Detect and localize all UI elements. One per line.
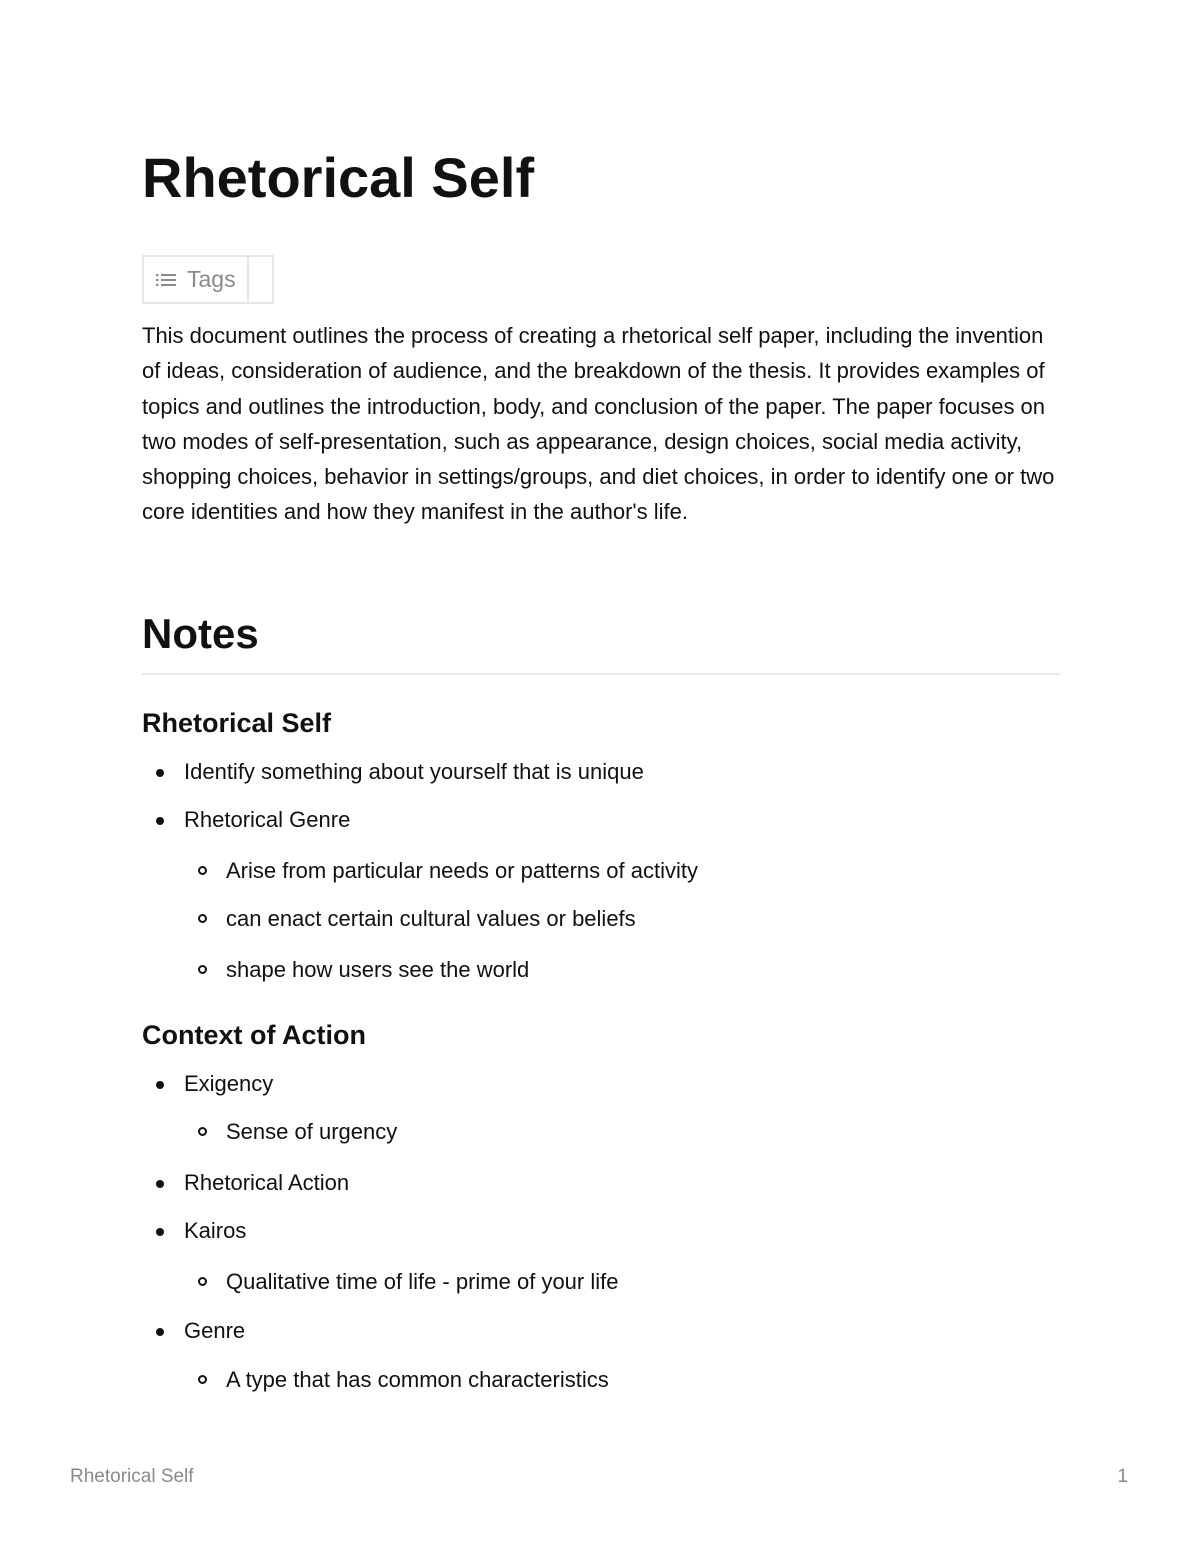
notes-heading: Notes [142, 610, 259, 657]
sub-list-item: Qualitative time of life - prime of your life [226, 1269, 619, 1294]
tags-property-label-cell[interactable] [144, 257, 249, 302]
bullet-disc [156, 1081, 164, 1089]
subheading-rhetorical-self: Rhetorical Self [142, 708, 332, 738]
list-item: Kairos [184, 1218, 247, 1243]
bullet-circle [198, 965, 207, 974]
section-divider [142, 673, 1060, 675]
bullet-circle [198, 914, 207, 923]
list-item: Rhetorical Action [184, 1170, 350, 1195]
list-item: Exigency [184, 1071, 274, 1096]
bullet-circle [198, 866, 207, 875]
sub-list-item: shape how users see the world [226, 957, 530, 982]
subheading-context-of-action: Context of Action [142, 1020, 366, 1050]
bullet-circle [198, 1375, 207, 1384]
tags-property[interactable] [142, 255, 274, 304]
list-icon [155, 272, 177, 288]
tags-value-cell[interactable] [249, 257, 272, 302]
list-item: Rhetorical Genre [184, 807, 351, 832]
bullet-circle [198, 1127, 207, 1136]
bullet-circle [198, 1277, 207, 1286]
list-item: Genre [184, 1318, 246, 1343]
bullet-disc [156, 817, 164, 825]
sub-list-item: Arise from particular needs or patterns of activity [226, 858, 698, 883]
page-title: Rhetorical Self [142, 146, 535, 209]
bullet-disc [156, 769, 164, 777]
footer-document-title: Rhetorical Self [70, 1466, 194, 1487]
footer-page-number: 1 [1117, 1466, 1128, 1487]
bullet-disc [156, 1180, 164, 1188]
sub-list-item: A type that has common characteristics [226, 1367, 609, 1392]
document-summary: This document outlines the process of creating a rhetorical self paper, including the invention of ideas, consideration of audience, and the breakdown of the thesis. It provides examples of topics and outlines the introduction, body, and conclusion of the paper. The paper focuses on two modes of self-presentation, such as appearance, design choices, social media activity, shopping choices, behavior in settings/groups, and diet choices, in order to identify one or two core identities and how they manifest in the author's life. [142, 323, 1055, 525]
sub-list-item: Sense of urgency [226, 1119, 398, 1144]
sub-list-item: can enact certain cultural values or beliefs [226, 906, 636, 931]
tags-label: Tags [187, 266, 236, 292]
list-item: Identify something about yourself that is unique [184, 759, 644, 784]
bullet-disc [156, 1228, 164, 1236]
bullet-disc [156, 1328, 164, 1336]
